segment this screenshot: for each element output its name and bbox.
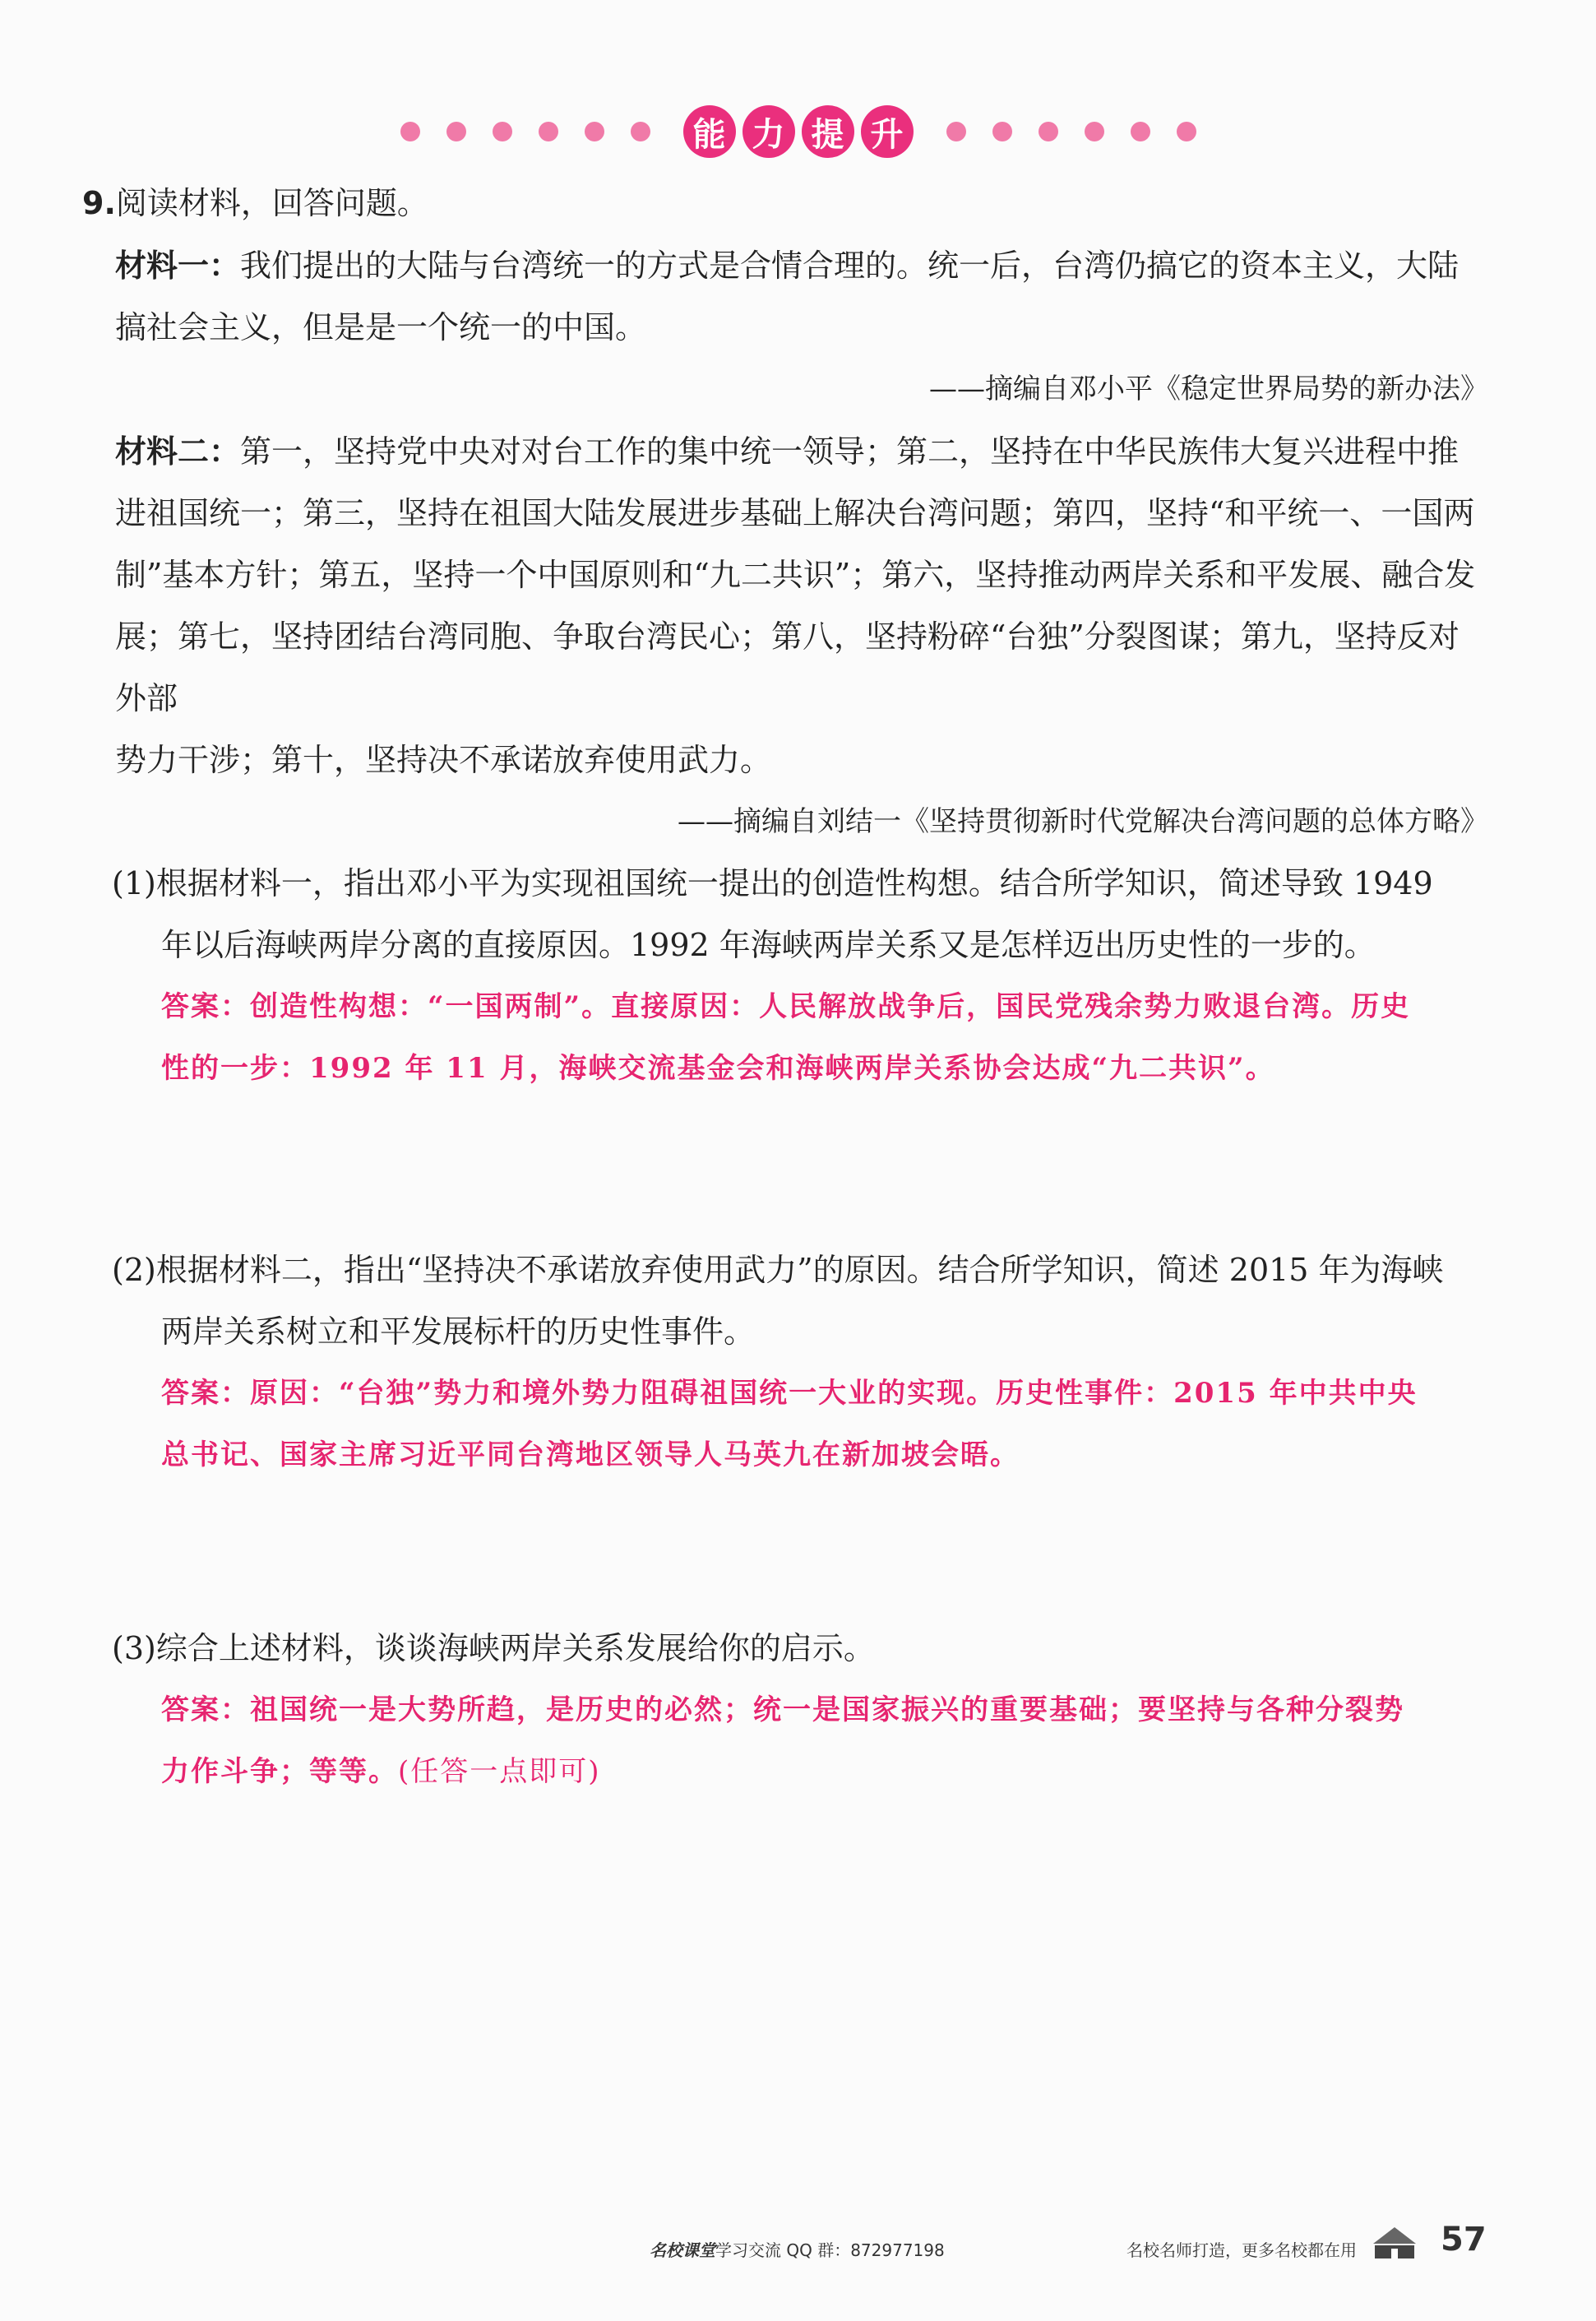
- sub-question-line: (1)根据材料一，指出邓小平为实现祖国统一提出的创造性构想。结合所学知识，简述导致 1949: [112, 865, 1433, 901]
- section-title: [683, 105, 914, 158]
- sub-question-line: 年以后海峡两岸分离的直接原因。1992 年海峡两岸关系又是怎样迈出历史性的一步的。: [161, 927, 1376, 963]
- answer-line: 答案：祖国统一是大势所趋，是历史的必然；统一是国家振兴的重要基础；要坚持与各种分裂势: [161, 1693, 1404, 1726]
- answer-note: (任答一点即可): [398, 1755, 601, 1788]
- material-source: ——摘编自邓小平《稳定世界局势的新办法》: [929, 373, 1488, 405]
- question-prompt: 阅读材料，回答问题。: [115, 185, 428, 221]
- page-number: 57: [1441, 2221, 1487, 2258]
- decorative-dot: [1039, 122, 1058, 141]
- decorative-dot: [992, 122, 1012, 141]
- sub-question-line: (3)综合上述材料，谈谈海峡两岸关系发展给你的启示。: [112, 1630, 875, 1666]
- title-char: 能: [683, 105, 736, 158]
- left-dots: [400, 122, 650, 141]
- question-number: 9.: [82, 185, 116, 221]
- decorative-dot: [493, 122, 512, 141]
- sub-question-1: [112, 853, 1488, 976]
- decorative-dot: [631, 122, 650, 141]
- sub-question-3: [112, 1618, 1488, 1679]
- answer-line: [161, 1741, 1488, 1803]
- decorative-dot: [585, 122, 604, 141]
- decorative-dot: [539, 122, 558, 141]
- decorative-dot: [946, 122, 966, 141]
- material-two: [115, 420, 1488, 853]
- material-text: 第一，坚持党中央对对台工作的集中统一领导；第二，坚持在中华民族伟大复兴进程中推: [240, 433, 1460, 470]
- answer-line: 答案：创造性构想：“一国两制”。直接原因：人民解放战争后，国民党残余势力败退台湾。历史: [161, 990, 1411, 1023]
- decorative-dot: [1131, 122, 1150, 141]
- title-char: 力: [742, 105, 795, 158]
- school-logo-icon: [1372, 2226, 1418, 2262]
- section-header: [0, 99, 1596, 164]
- decorative-dot: [1085, 122, 1104, 141]
- material-line: 展；第七，坚持团结台湾同胞、争取台湾民心；第八，坚持粉碎“台独”分裂图谋；第九，坚持反对外部: [115, 618, 1460, 716]
- material-line: [115, 420, 1488, 483]
- footer-brand: 名校课堂: [650, 2240, 715, 2260]
- material-label: 材料一：: [115, 247, 241, 284]
- answer-2: [161, 1363, 1488, 1486]
- question-title: [82, 173, 1488, 234]
- answer-text: 力作斗争；等等。: [161, 1755, 398, 1788]
- sub-question-2: [112, 1239, 1488, 1363]
- sub-question-line: (2)根据材料二，指出“坚持决不承诺放弃使用武力”的原因。结合所学知识，简述 2015 年为海峡: [112, 1252, 1444, 1288]
- answer-3: [161, 1679, 1488, 1803]
- page-footer: [0, 2221, 1596, 2270]
- title-char: 升: [861, 105, 914, 158]
- answer-line: 总书记、国家主席习近平同台湾地区领导人马英九在新加坡会晤。: [161, 1438, 1020, 1471]
- material-line: [115, 234, 1488, 297]
- material-text: 我们提出的大陆与台湾统一的方式是合情合理的。统一后，台湾仍搞它的资本主义，大陆: [240, 248, 1460, 284]
- footer-qq-text: 学习交流 QQ 群：872977198: [715, 2240, 945, 2260]
- answer-space: [82, 1486, 1488, 1618]
- material-label: 材料二：: [115, 433, 241, 470]
- material-line: 进祖国统一；第三，坚持在祖国大陆发展进步基础上解决台湾问题；第四，坚持“和平统一、一国两: [115, 495, 1475, 531]
- decorative-dot: [1177, 122, 1196, 141]
- material-line: 势力干涉；第十，坚持决不承诺放弃使用武力。: [115, 742, 772, 778]
- decorative-dot: [400, 122, 420, 141]
- material-source: ——摘编自刘结一《坚持贯彻新时代党解决台湾问题的总体方略》: [678, 805, 1488, 838]
- right-dots: [946, 122, 1196, 141]
- decorative-dot: [446, 122, 466, 141]
- answer-line: 答案：原因：“台独”势力和境外势力阻碍祖国统一大业的实现。历史性事件：2015 年中共中央: [161, 1377, 1418, 1410]
- footer-qq-group: [650, 2237, 945, 2261]
- sub-question-line: 两岸关系树立和平发展标杆的历史性事件。: [161, 1313, 756, 1350]
- title-char: 提: [802, 105, 854, 158]
- material-one: [115, 234, 1488, 420]
- material-line: 制”基本方针；第五，坚持一个中国原则和“九二共识”；第六，坚持推动两岸关系和平发展、融合发: [115, 557, 1476, 593]
- footer-slogan: 名校名师打造，更多名校都在用: [1126, 2240, 1357, 2260]
- question-content: [82, 173, 1488, 1803]
- answer-space: [82, 1100, 1488, 1239]
- answer-line: 性的一步：1992 年 11 月，海峡交流基金会和海峡两岸关系协会达成“九二共识”。: [161, 1052, 1275, 1085]
- material-line: 搞社会主义，但是是一个统一的中国。: [115, 309, 647, 345]
- answer-1: [161, 976, 1488, 1100]
